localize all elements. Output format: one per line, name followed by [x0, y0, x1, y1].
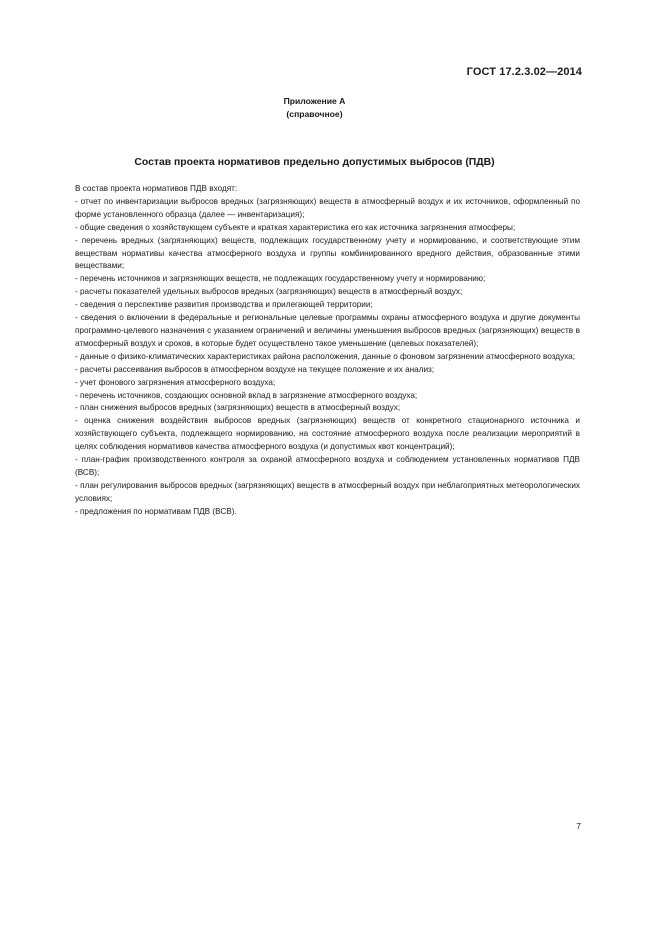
list-item: - расчеты показателей удельных выбросов вредных (загрязняющих) веществ в атмосферный воздух;	[75, 287, 463, 297]
appendix-label: Приложение А	[283, 96, 346, 106]
list-item: - перечень вредных (загрязняющих) веществ, подлежащих государственному учету и нормированию, и соответствующие этим веществам нормативы качества атмосферного воздуха и группы комбинированного вредного действия, образованные этими веществами;	[75, 235, 580, 271]
list-item: - расчеты рассеивания выбросов в атмосферном воздухе на текущее положение и их анализ;	[75, 364, 435, 374]
requirements-list	[75, 196, 580, 519]
document-body	[75, 183, 580, 519]
list-item: - план снижения выбросов вредных (загрязняющих) веществ в атмосферный воздух;	[75, 403, 401, 413]
list-item: - учет фонового загрязнения атмосферного воздуха;	[75, 377, 276, 387]
appendix-heading	[0, 95, 629, 121]
list-item: - отчет по инвентаризации выбросов вредных (загрязняющих) веществ в атмосферный воздух и их источников, оформленный по форме установленного образца (далее — инвентаризация);	[75, 196, 580, 219]
intro-paragraph: В состав проекта нормативов ПДВ входят:	[75, 184, 238, 193]
list-item: - сведения о включении в федеральные и региональные целевые программы охраны атмосферного воздуха и другие документы программно-целевого назначения с указанием ограничений и величины уменьшения выбросов вредных (загрязняющих) веществ в атмосферный воздух и сроков, в которые будет осуществлено такое уменьшение (целевых показателей);	[75, 313, 580, 348]
list-item: - данные о физико-климатических характеристиках района расположения, данные о фоновом загрязнении атмосферного воздуха;	[75, 351, 576, 361]
appendix-type: (справочное)	[286, 109, 343, 119]
standard-code: ГОСТ 17.2.3.02—2014	[466, 66, 582, 78]
list-item: - общие сведения о хозяйствующем субъекте и краткая характеристика его как источника загрязнения атмосферы;	[75, 222, 516, 232]
list-item: - план регулирования выбросов вредных (загрязняющих) веществ в атмосферный воздух при неблагоприятных метеорологических условиях;	[75, 480, 580, 503]
page-number: 7	[576, 821, 581, 831]
list-item: - перечень источников, создающих основной вклад в загрязнение атмосферного воздуха;	[75, 390, 418, 400]
list-item: - сведения о перспективе развития производства и прилегающей территории;	[75, 300, 373, 310]
list-item: - план-график производственного контроля за охраной атмосферного воздуха и соблюдением установленных нормативов ПДВ (ВСВ);	[75, 455, 580, 477]
list-item: - перечень источников и загрязняющих веществ, не подлежащих государственному учету и нормированию;	[75, 274, 486, 284]
list-item: - предложения по нормативам ПДВ (ВСВ).	[75, 506, 237, 516]
document-title: Состав проекта нормативов предельно допустимых выбросов (ПДВ)	[134, 157, 495, 168]
list-item: - оценка снижения воздействия выбросов вредных (загрязняющих) веществ от конкретного стационарного источника и хозяйствующего субъекта, подлежащего нормированию, на состояние атмосферного воздуха после реализации мероприятий в целях соблюдения нормативов качества атмосферного воздуха (и допустимых квот концентраций);	[75, 416, 580, 452]
